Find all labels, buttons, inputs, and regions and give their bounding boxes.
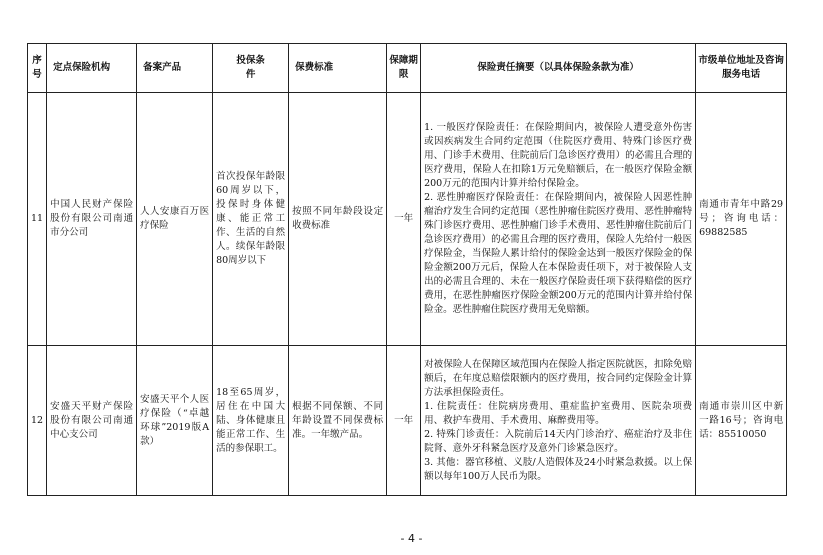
duty-paragraph: 1. 住院责任：住院病房费用、重症监护室费用、医院杂项费用、救护车费用、手术费用、麻醉费用等。 [424,400,693,426]
header-duty: 保险责任摘要（以具体保险条款为准） [421,44,696,93]
row-period: 一年 [387,93,421,346]
header-insurer: 定点保险机构 [47,44,137,93]
duty-paragraph: 2. 特殊门诊责任：入院前后14天内门诊治疗、癌症治疗及非住院肾、意外牙科紧急医疗及意外门诊紧急医疗。 [424,428,693,454]
header-no: 序号 [28,44,47,93]
row-no: 12 [28,346,47,496]
row-product: 安盛天平个人医疗保险（“卓越环球”2019版A款） [137,346,213,496]
row-insurer: 中国人民财产保险股份有限公司南通市分公司 [47,93,137,346]
row-product: 人人安康百万医疗保险 [137,93,213,346]
row-premium: 根据不同保额、不同年龄设置不同保费标准。一年缴产品。 [289,346,387,496]
header-premium: 保费标准 [289,44,387,93]
duty-paragraph: 对被保险人在保障区域范围内在保险人指定医院就医，扣除免赔额后，在年度总赔偿限额内的医疗费用，按合同约定保险金计算方法承担保险责任。 [424,358,693,398]
insurance-table [27,43,787,496]
row-premium: 按照不同年龄段设定收费标准 [289,93,387,346]
header-contact: 市级单位地址及咨询服务电话 [696,44,787,93]
row-contact: 南通市崇川区中新一路16号；咨询电话：85510050 [696,346,787,496]
row-duty [421,93,696,346]
row-duty [421,346,696,496]
row-conditions: 首次投保年龄限60周岁以下，投保时身体健康、能正常工作、生活的自然人。续保年龄限80周岁以下 [213,93,289,346]
row-insurer: 安盛天平财产保险股份有限公司南通中心支公司 [47,346,137,496]
header-row [28,44,787,93]
row-period: 一年 [387,346,421,496]
table-row [28,93,787,346]
row-conditions: 18至65周岁，居住在中国大陆、身体健康且能正常工作、生活的参保职工。 [213,346,289,496]
header-conditions: 投保条件 [213,44,289,93]
page-number: - 4 - [400,532,423,545]
duty-paragraph: 1. 一般医疗保险责任：在保险期间内，被保险人遭受意外伤害或因疾病发生合同约定范围（住院医疗费用、特殊门诊医疗费用、门诊手术费用、住院前后门急诊医疗费用）的必需且合理的医疗费用，保险人在扣除1万元免赔额后，在一般医疗保险金额200万元的范围内计算并给付保险金。 [424,122,693,189]
row-no: 11 [28,93,47,346]
duty-paragraph: 2. 恶性肿瘤医疗保险责任：在保险期间内，被保险人因恶性肿瘤治疗发生合同约定范围（恶性肿瘤住院医疗费用、恶性肿瘤特殊门诊医疗费用、恶性肿瘤门诊手术费用、恶性肿瘤住院前后门急诊医疗费用）的必需且合理的医疗费用，保险人先给付一般医疗保险金，当保险人累计给付的保险金达到一般医疗保险金的保险金额200万元后，保险人在本保险责任项下，对于被保险人支出的必需且合理的、未在一般医疗保险责任项下获得赔偿的医疗费用，在恶性肿瘤医疗保险金额200万元的范围内计算并给付保险金。恶性肿瘤住院医疗费用无免赔额。 [424,192,693,315]
header-product: 备案产品 [137,44,213,93]
table-row [28,346,787,496]
duty-paragraph: 3. 其他：器官移植、义肢/人造假体及24小时紧急救援。以上保额以每年100万人民币为限。 [424,456,693,482]
header-period: 保障期限 [387,44,421,93]
row-contact: 南通市青年中路29号；咨询电话：69882585 [696,93,787,346]
